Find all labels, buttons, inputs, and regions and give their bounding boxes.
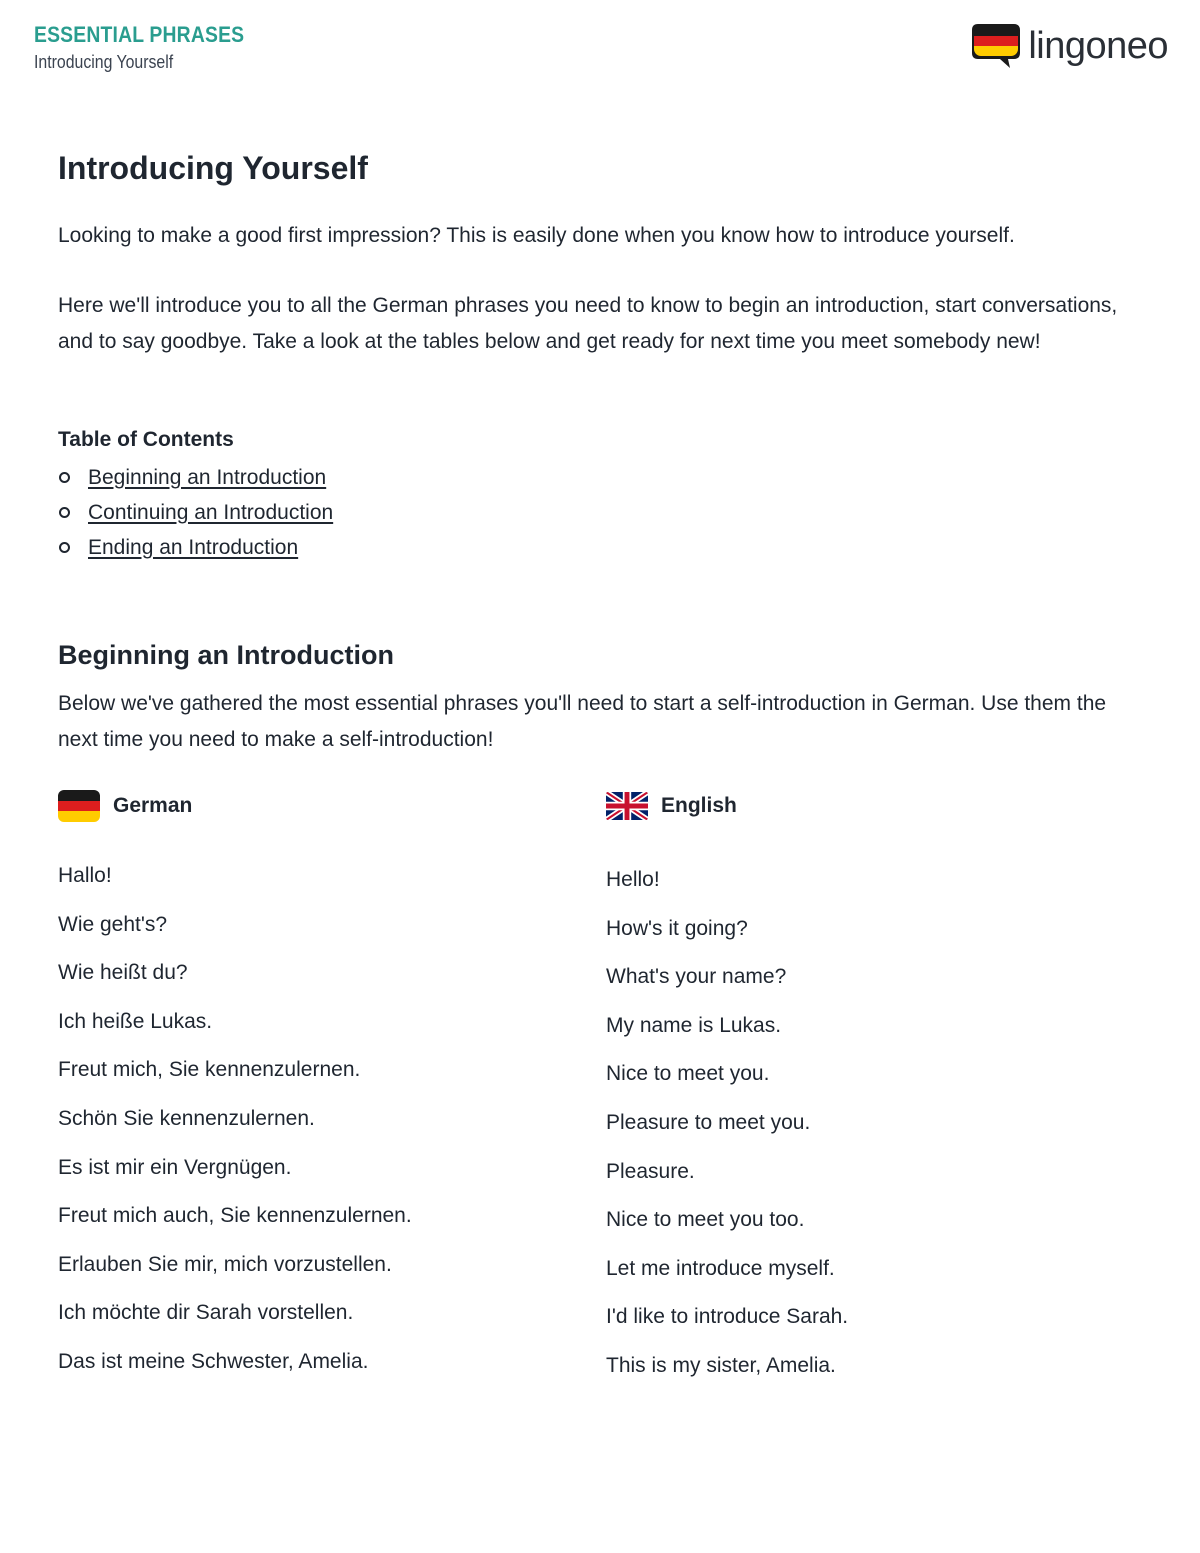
german-phrase: Das ist meine Schwester, Amelia. [58, 1349, 369, 1373]
table-of-contents [58, 460, 333, 565]
english-phrase: How's it going? [606, 916, 748, 940]
english-phrase: Nice to meet you. [606, 1062, 770, 1086]
intro-paragraph-1: Looking to make a good first impression? This is easily done when you know how to introduce yourself. [58, 224, 1015, 247]
category-label: ESSENTIAL PHRASES [34, 22, 245, 47]
german-phrase: Schön Sie kennenzulernen. [58, 1106, 315, 1130]
german-phrase: Ich möchte dir Sarah vorstellen. [58, 1301, 354, 1325]
toc-link-beginning[interactable]: Beginning an Introduction [88, 465, 327, 489]
english-column [606, 786, 848, 1391]
bullet-icon [59, 472, 70, 483]
header-titles [34, 22, 273, 76]
german-phrase: Wie geht's? [58, 912, 168, 936]
bullet-icon [59, 507, 70, 518]
german-phrase: Freut mich, Sie kennenzulernen. [58, 1058, 361, 1082]
english-phrase: Nice to meet you too. [606, 1208, 805, 1232]
english-phrase: Pleasure. [606, 1159, 695, 1183]
toc-item [58, 460, 333, 495]
german-phrase: Es ist mir ein Vergnügen. [58, 1155, 292, 1179]
english-column-header [606, 786, 848, 826]
germany-flag-icon [58, 790, 100, 822]
header-subtitle: Introducing Yourself [34, 52, 174, 72]
german-phrase: Erlauben Sie mir, mich vorzustellen. [58, 1252, 392, 1276]
german-phrase: Wie heißt du? [58, 961, 188, 985]
english-phrase-list [606, 856, 848, 1391]
german-phrase: Ich heiße Lukas. [58, 1009, 213, 1033]
speech-bubble-flag-icon [970, 22, 1022, 70]
german-column-header [58, 786, 412, 826]
german-column [58, 786, 412, 1387]
english-phrase: This is my sister, Amelia. [606, 1353, 836, 1377]
english-phrase: Hello! [606, 868, 660, 891]
english-phrase: Pleasure to meet you. [606, 1110, 811, 1134]
toc-link-continuing[interactable]: Continuing an Introduction [88, 500, 334, 524]
bullet-icon [59, 542, 70, 553]
german-phrase-list [58, 852, 412, 1387]
english-phrase: My name is Lukas. [606, 1013, 782, 1037]
english-phrase: What's your name? [606, 965, 787, 989]
logo-wordmark: lingoneo [1028, 25, 1168, 67]
german-phrase: Hallo! [58, 864, 112, 887]
section-description: Below we've gathered the most essential phrases you'll need to start a self-introduction in German. Use them the next time you need to make a self-introduction! [58, 692, 1107, 751]
page-title: Introducing Yourself [58, 150, 368, 186]
uk-flag-icon [606, 790, 648, 822]
intro-paragraph-2: Here we'll introduce you to all the German phrases you need to know to begin an introduction, start conversations, and to say goodbye. Take a look at the tables below and get ready for next time you meet somebody new! [58, 294, 1118, 353]
toc-item [58, 530, 333, 565]
german-phrase: Freut mich auch, Sie kennenzulernen. [58, 1204, 412, 1228]
toc-link-ending[interactable]: Ending an Introduction [88, 535, 299, 559]
toc-title: Table of Contents [58, 428, 234, 451]
lingoneo-logo[interactable] [970, 22, 1168, 70]
section-title: Beginning an Introduction [58, 640, 394, 670]
english-phrase: Let me introduce myself. [606, 1256, 835, 1280]
english-phrase: I'd like to introduce Sarah. [606, 1305, 849, 1329]
english-label: English [661, 794, 737, 817]
german-label: German [113, 794, 193, 817]
toc-item [58, 495, 333, 530]
